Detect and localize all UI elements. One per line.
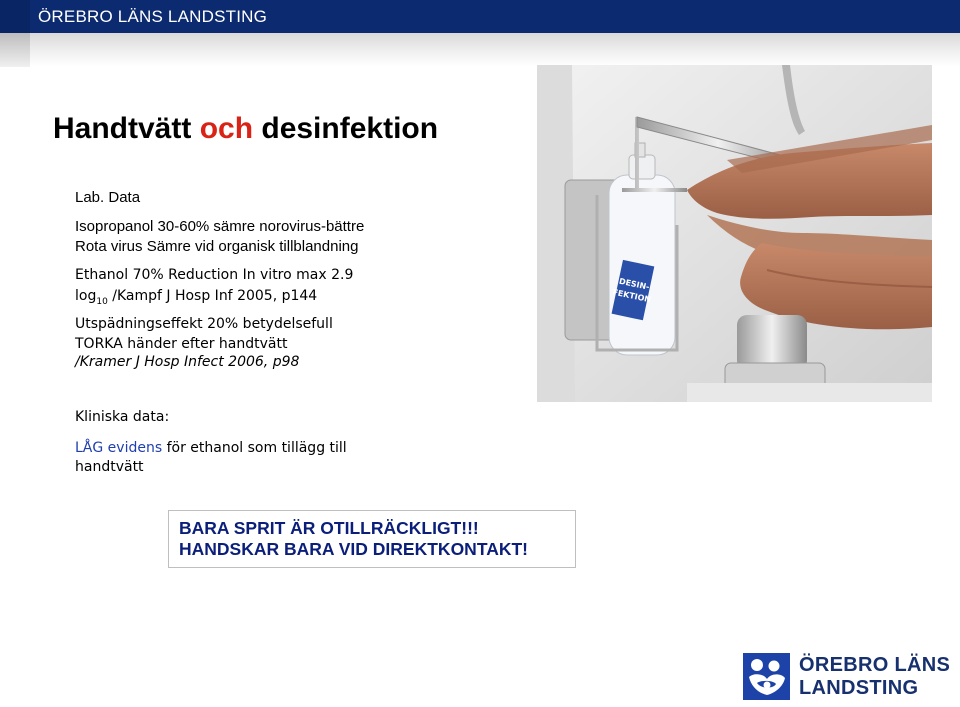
logo-line1: ÖREBRO LÄNS	[799, 654, 951, 676]
handtvatt-line: handtvätt	[75, 459, 144, 475]
photo-illustration	[537, 65, 932, 402]
ethanol-line: Ethanol 70% Reduction In vitro max 2.9	[75, 267, 354, 283]
lab-data-line: Lab. Data	[75, 189, 141, 206]
title-part2: desinfektion	[253, 112, 439, 145]
rota-line: Rota virus Sämre vid organisk tillblandning	[75, 238, 359, 255]
hand-disinfection-photo	[537, 65, 932, 402]
callout-line1: BARA SPRIT ÄR OTILLRÄCKLIGT!!!	[179, 518, 479, 538]
kliniska-heading: Kliniska data:	[75, 409, 170, 425]
orebro-lans-landsting-logo	[743, 653, 951, 701]
title-part1: Handtvätt	[53, 112, 200, 145]
header-gradient-band	[0, 33, 960, 67]
log-reference-line	[75, 288, 317, 307]
header-left-strip	[0, 0, 30, 33]
evidens-line	[75, 440, 347, 456]
logo-figures-icon	[743, 653, 790, 700]
torka-line: TORKA händer efter handtvätt	[75, 336, 288, 352]
callout-box	[168, 510, 576, 568]
isopropanol-line: Isopropanol 30-60% sämre norovirus-bättre	[75, 218, 365, 235]
gradient-left-strip	[0, 33, 30, 67]
log-prefix: log	[75, 288, 97, 304]
log-subscript: 10	[96, 296, 108, 307]
bottle-label-line2: FEKTION	[611, 287, 652, 305]
title-accent-word: och	[199, 112, 254, 145]
logo-emblem	[743, 653, 790, 700]
dilution-line: Utspädningseffekt 20% betydelsefull	[75, 316, 333, 332]
lag-evidens-highlight: LÅG evidens	[75, 440, 163, 456]
header-bar	[0, 0, 960, 33]
header-title: ÖREBRO LÄNS LANDSTING	[38, 7, 268, 26]
evidens-rest: för ethanol som tillägg till	[162, 440, 347, 456]
callout-line2: HANDSKAR BARA VID DIREKTKONTAKT!	[179, 539, 529, 559]
bottle-label-line1: DESIN-	[618, 276, 651, 292]
log-reference: /Kampf J Hosp Inf 2005, p144	[107, 288, 318, 304]
kramer-reference-line: /Kramer J Hosp Infect 2006, p98	[75, 354, 300, 370]
logo-line2: LANDSTING	[799, 677, 919, 699]
slide-title	[53, 112, 438, 146]
